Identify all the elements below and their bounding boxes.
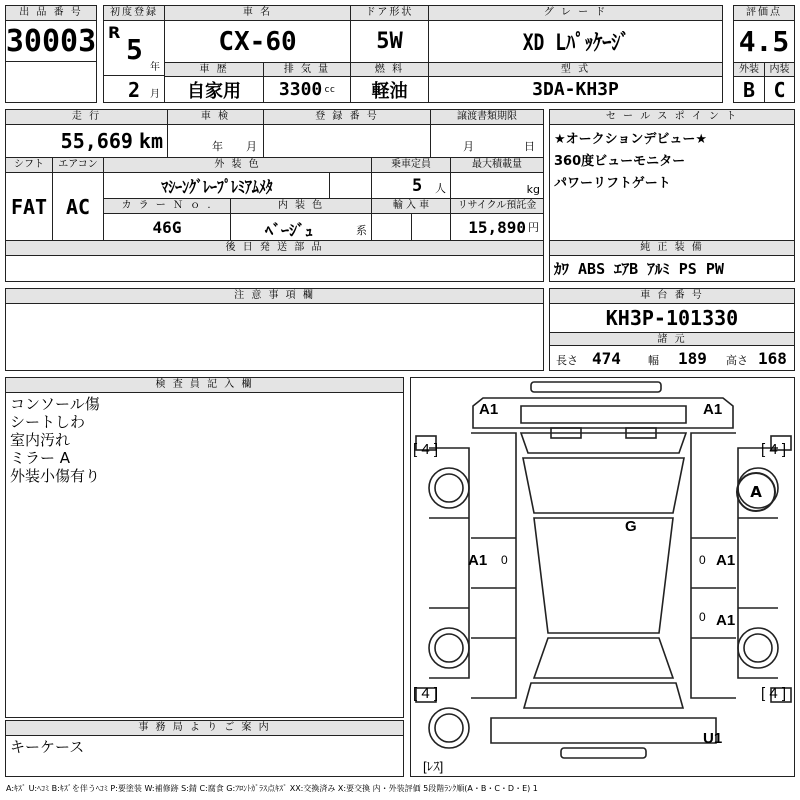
interior-color-suffix: 系 (356, 224, 367, 237)
inspection-year-unit: 年 (212, 140, 223, 153)
interior-color-value: ﾍﾞｰｼﾞｭ (265, 221, 314, 240)
exterior-color-text: ﾏｼｰﾝｸﾞﾚｰﾌﾟﾚﾐｱﾑﾒﾀ (160, 178, 273, 198)
sales-points (549, 124, 795, 241)
shift-header: シフト (5, 157, 53, 173)
lot-number-blank (5, 61, 97, 103)
inspector-notes (5, 392, 404, 718)
mark-door-front-right: A1 (716, 552, 736, 569)
exterior-color-extra (329, 172, 372, 199)
car-outline (411, 378, 796, 778)
history-header: 車 歴 (164, 62, 264, 77)
cc-unit: cc (324, 84, 336, 95)
month-unit: 月 (150, 89, 160, 100)
car-name: CX-60 (164, 20, 351, 63)
grade-text: XD Lﾊﾟｯｹｰｼﾞ (522, 31, 629, 56)
year-unit: 年 (150, 62, 160, 73)
import-right (411, 213, 451, 241)
grade (428, 20, 723, 63)
lot-number: 30003 (5, 20, 97, 62)
width-value: 189 (678, 349, 707, 368)
mark-corner-front-right: [ 4 ] (761, 441, 787, 458)
interior-color-header: 内 装 色 (230, 198, 372, 214)
legend: A:ｷｽﾞ U:ﾍｺﾐ B:ｷｽﾞを伴うﾍｺﾐ P:要塗装 W:補修跡 S:錆 C:腐食 G:ﾌﾛﾝﾄｶﾞﾗｽ点ｷｽﾞ XX:交換済み X:要交換 内・外装評価 5段階ﾗﾝｸ順(A・B・C・D・E) 1 (6, 784, 538, 793)
recycle-value: 15,890 (468, 217, 526, 237)
inspector-header: 検 査 員 記 入 欄 (5, 377, 404, 393)
displacement (263, 76, 351, 103)
year-value: 5 (126, 33, 143, 66)
fuel: 軽油 (350, 76, 429, 103)
inspection-month-unit: 月 (246, 140, 257, 153)
mark-corner-rear-left: [ 4 ] (413, 685, 439, 702)
notes (5, 303, 544, 371)
office-header: 事 務 局 よ り ご 案 内 (5, 720, 404, 736)
exterior-color (103, 172, 330, 199)
genuine-equipment: ｶﾜ ABS ｴｱB ｱﾙﾐ PS PW (549, 255, 795, 282)
capacity (371, 172, 451, 199)
length-label: 長さ (556, 354, 578, 367)
inspector-note: 外装小傷有り (10, 467, 101, 485)
reg-number-header: 登 録 番 号 (263, 109, 431, 125)
mark-corner-front-left: [ 4 ] (413, 441, 439, 458)
mark-front-right: A1 (703, 401, 723, 418)
damage-diagram (410, 377, 795, 777)
aircon: AC (52, 172, 104, 241)
notes-header: 注 意 事 項 欄 (5, 288, 544, 304)
mark-glass: G (625, 518, 637, 535)
mark-mirror-right: A (736, 472, 776, 512)
max-load-header: 最大積載量 (450, 157, 544, 173)
width-label: 幅 (648, 354, 659, 367)
chassis-header: 車 台 番 号 (549, 288, 795, 304)
length-value: 474 (592, 349, 621, 368)
mileage-header: 走 行 (5, 109, 168, 125)
mark-door-rear-right: A1 (716, 612, 736, 629)
color-no: 46G (103, 213, 231, 241)
history: 自家用 (164, 76, 264, 103)
interior-grade: C (764, 76, 795, 103)
inspector-note: シートしわ (10, 413, 86, 431)
door-type: 5W (350, 20, 429, 63)
recycle-fee (450, 213, 544, 241)
month-value: 2 (128, 78, 141, 102)
mark-pillar-rear-right: 0 (699, 610, 706, 624)
mark-front-left: A1 (479, 401, 499, 418)
height-value: 168 (758, 349, 787, 368)
first-registration-header: 初度登録 (103, 5, 165, 21)
recycle-header: リサイクル預託金 (450, 198, 544, 214)
first-registration-month (103, 75, 165, 103)
door-header: ドア形状 (350, 5, 429, 21)
inspection-date (167, 124, 264, 158)
mark-pillar-right: 0 (699, 553, 706, 567)
transfer-month-unit: 月 (463, 140, 474, 153)
sales-point-item: パワーリフトゲート (554, 176, 671, 191)
score-header: 評価点 (733, 5, 795, 21)
yen-unit: 円 (528, 221, 539, 234)
exterior-grade-header: 外装 (733, 62, 765, 77)
chassis-number: KH3P-101330 (549, 303, 795, 333)
max-load (450, 172, 544, 199)
dimensions (549, 345, 795, 371)
km-unit: km (138, 129, 163, 153)
capacity-header: 乗車定員 (371, 157, 451, 173)
sales-point-item: ★オークションデビュー★ (554, 132, 708, 147)
mileage-value: 55,669 (60, 129, 133, 153)
grade-header: グ レ ー ド (428, 5, 723, 21)
lot-number-header: 出 品 番 号 (5, 5, 97, 21)
score: 4.5 (733, 20, 795, 63)
mark-pillar-left: 0 (501, 553, 508, 567)
sales-point-item: 360度ビューモニター (554, 154, 686, 169)
mark-corner-rear-right: [ 4 ] (761, 685, 787, 702)
height-label: 高さ (726, 354, 748, 367)
later-parts (5, 255, 544, 282)
fuel-header: 燃 料 (350, 62, 429, 77)
import-left (371, 213, 412, 241)
office-note: キーケース (10, 738, 85, 756)
import-header: 輸 入 車 (371, 198, 451, 214)
inspector-note: ミラー A (10, 449, 71, 467)
interior-color (230, 213, 372, 241)
mark-spare: [ﾚｽ] (423, 759, 444, 774)
car-name-header: 車 名 (164, 5, 351, 21)
genuine-equipment-header: 純 正 装 備 (549, 240, 795, 256)
office-notes (5, 735, 404, 777)
sales-point-header: セ ー ル ス ポ イ ン ト (549, 109, 795, 125)
mark-door-front-left: A1 (468, 552, 488, 569)
shift: FAT (5, 172, 53, 241)
exterior-color-header: 外 装 色 (103, 157, 372, 173)
capacity-value: 5 (412, 176, 423, 196)
inspector-note: コンソール傷 (10, 395, 100, 413)
mark-rear-right: U1 (703, 730, 723, 747)
transfer-day-unit: 日 (524, 140, 535, 153)
mileage (5, 124, 168, 158)
displacement-header: 排 気 量 (263, 62, 351, 77)
load-unit: kg (526, 183, 540, 196)
era-label: R (108, 23, 121, 42)
later-parts-header: 後 日 発 送 部 品 (5, 240, 544, 256)
aircon-header: エアコン (52, 157, 104, 173)
first-registration-year (103, 20, 165, 76)
color-no-header: カ ラ ー Ｎ ｏ . (103, 198, 231, 214)
capacity-unit: 人 (435, 182, 446, 195)
inspection-header: 車 検 (167, 109, 264, 125)
reg-number (263, 124, 431, 158)
displacement-value: 3300 (278, 79, 323, 100)
model-header: 型 式 (428, 62, 723, 77)
exterior-grade: B (733, 76, 765, 103)
inspector-note: 室内汚れ (10, 431, 71, 449)
interior-grade-header: 内装 (764, 62, 795, 77)
specs-header: 諸 元 (549, 332, 795, 346)
model-code: 3DA-KH3P (428, 76, 723, 103)
transfer-deadline (430, 124, 544, 158)
transfer-deadline-header: 譲渡書類期限 (430, 109, 544, 125)
